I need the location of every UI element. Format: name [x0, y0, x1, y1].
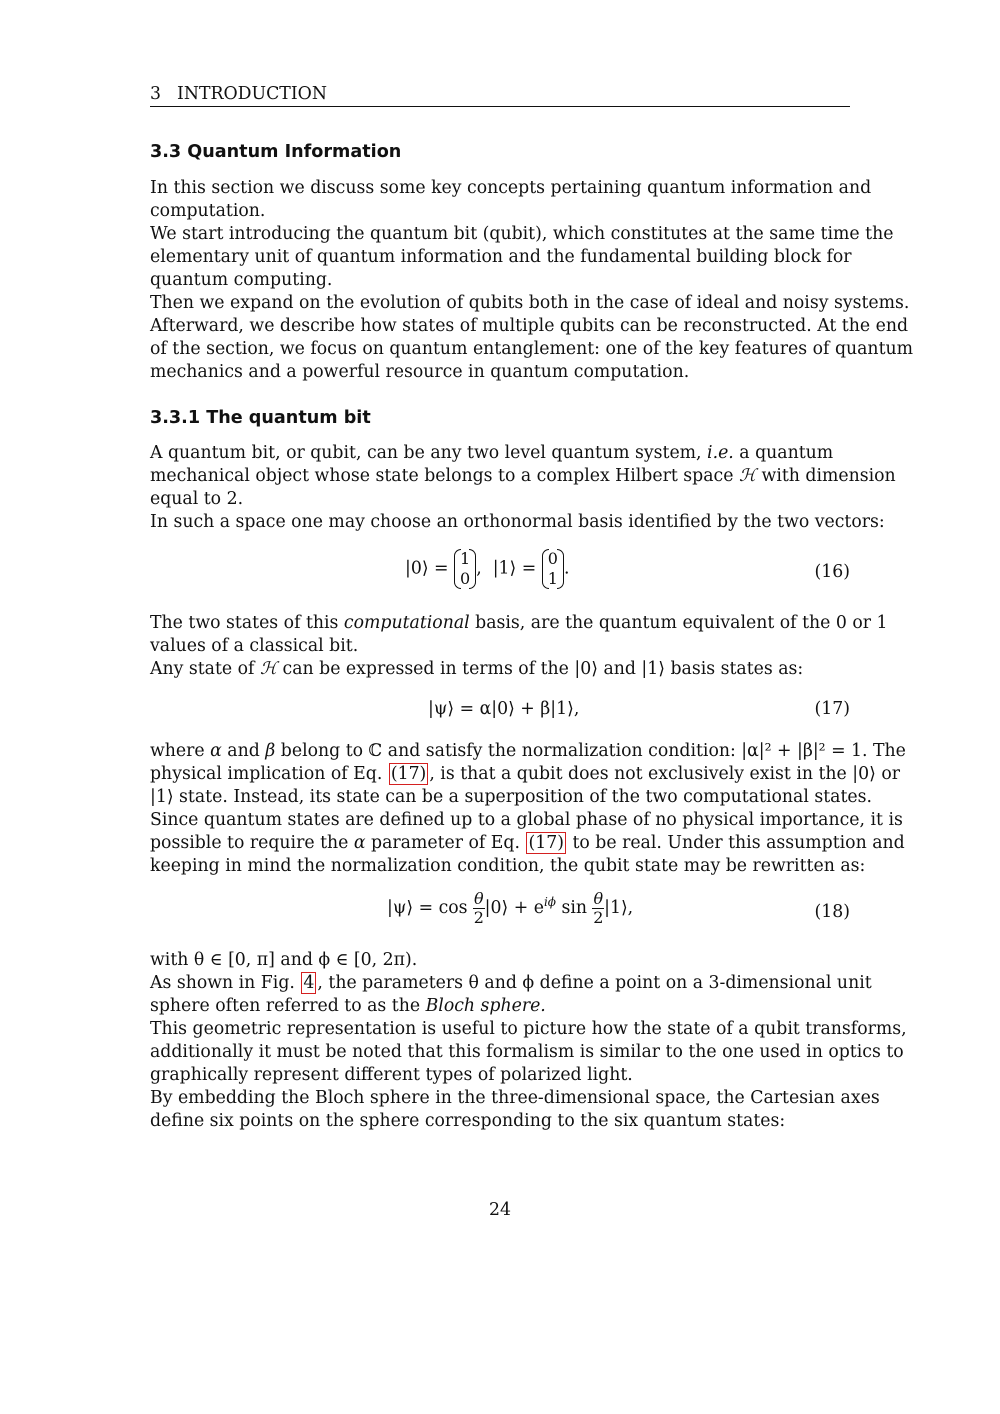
text-span: As shown in Fig. [150, 973, 301, 993]
intro-paragraph [150, 177, 914, 384]
math-symbol: β [265, 741, 276, 761]
computational-basis-paragraph [150, 612, 888, 681]
column-vector-one [542, 549, 564, 589]
text-line [150, 972, 872, 995]
text-line: equal to 2. [150, 489, 244, 509]
text-span: Any state of [150, 659, 260, 679]
fraction-denominator: 2 [593, 908, 604, 927]
column-vector-zero [454, 549, 476, 589]
text-span: possible to require the [150, 833, 354, 853]
fraction [592, 890, 604, 927]
text-line: We start introducing the quantum bit (qubit), which constitutes at the same time the [150, 224, 894, 244]
text-line: In this section we discuss some key concepts pertaining quantum information and [150, 178, 872, 198]
equation-18-body [387, 890, 633, 927]
equation-number: (16) [814, 562, 850, 582]
text-line: Afterward, we describe how states of multiple qubits can be reconstructed. At the end [150, 316, 909, 336]
equation-text: sin [555, 898, 593, 918]
text-line: elementary unit of quantum information and the fundamental building block for [150, 247, 852, 267]
exponent: iϕ [543, 895, 556, 910]
fraction-numerator: θ [593, 889, 604, 908]
text-line [150, 740, 906, 763]
text-span: and [221, 741, 266, 761]
text-span: belong to ℂ and satisfy the normalization condition: |α|² + |β|² = 1. The [275, 741, 906, 761]
section-heading: 3.3 Quantum Information [150, 142, 402, 162]
equation-text: |1⟩, [604, 898, 634, 918]
text-span: can be expressed in terms of the |0⟩ and |1⟩ basis states as: [277, 659, 804, 679]
text-line: of the section, we focus on quantum entanglement: one of the key features of quantum [150, 339, 914, 359]
text-line: quantum computing. [150, 270, 333, 290]
math-symbol: α [353, 833, 366, 853]
text-span: with dimension [756, 466, 896, 486]
hilbert-symbol: ℋ [738, 466, 757, 486]
text-line: Since quantum states are defined up to a global phase of no physical importance, it is [150, 810, 903, 830]
text-line: graphically represent different types of polarized light. [150, 1065, 633, 1085]
text-span: to be real. Under this assumption and [566, 833, 905, 853]
bloch-sphere-paragraph [150, 949, 907, 1133]
subsection-heading: 3.3.1 The quantum bit [150, 408, 371, 428]
header-chapter-title: INTRODUCTION [177, 84, 327, 104]
text-line: with θ ∈ [0, π] and ϕ ∈ [0, 2π). [150, 950, 418, 970]
text-line [150, 995, 850, 1018]
text-span: sphere often referred to as the [150, 996, 426, 1016]
page-number: 24 [489, 1200, 511, 1220]
text-line: keeping in mind the normalization condition, the qubit state may be rewritten as: [150, 856, 866, 876]
text-line: computation. [150, 201, 266, 221]
text-line [150, 832, 905, 855]
italic-span: computational [343, 613, 470, 633]
text-span: physical implication of Eq. [150, 764, 388, 784]
hilbert-symbol: ℋ [259, 659, 278, 679]
text-line [150, 763, 900, 786]
running-header [150, 82, 850, 107]
text-span: mechanical object whose state belongs to a complex Hilbert space [150, 466, 739, 486]
fraction-denominator: 2 [473, 908, 484, 927]
text-line: define six points on the sphere corresponding to the six quantum states: [150, 1111, 786, 1131]
equation-link[interactable]: (17) [528, 833, 564, 853]
text-span: a quantum [733, 443, 834, 463]
equation-16 [150, 549, 850, 599]
normalization-paragraph [150, 740, 906, 878]
text-span: basis, are the quantum equivalent of the 0 or 1 [469, 613, 888, 633]
vector-entry: 0 [547, 549, 558, 568]
equation-text: |ψ⟩ = cos [387, 898, 474, 918]
italic-span: Bloch sphere. [425, 996, 546, 1016]
text-line [150, 465, 896, 488]
equation-number: (18) [814, 902, 850, 922]
text-line: In such a space one may choose an orthonormal basis identified by the two vectors: [150, 512, 885, 532]
vector-entry: 1 [547, 569, 558, 588]
text-line [150, 442, 850, 465]
equation-18 [150, 890, 850, 938]
text-line: By embedding the Bloch sphere in the three-dimensional space, the Cartesian axes [150, 1088, 880, 1108]
equation-16-body [405, 549, 569, 589]
ket-zero-label: |0⟩ = [405, 558, 449, 579]
text-line: This geometric representation is useful to picture how the state of a qubit transforms, [150, 1019, 907, 1039]
text-line: mechanics and a powerful resource in quantum computation. [150, 362, 690, 382]
text-span: , is that a qubit does not exclusively exist in the |0⟩ or [429, 764, 900, 784]
vector-entry: 1 [460, 549, 471, 568]
text-span: where [150, 741, 211, 761]
equation-17-body: |ψ⟩ = α|0⟩ + β|1⟩, [428, 699, 580, 719]
vector-entry: 0 [460, 569, 471, 588]
equation-period: . [563, 558, 570, 579]
figure-link[interactable]: 4 [303, 973, 315, 993]
equation-number: (17) [814, 699, 850, 719]
header-chapter-number: 3 [150, 84, 161, 104]
text-line [150, 612, 888, 635]
math-symbol: α [210, 741, 222, 761]
text-span: The two states of this [150, 613, 344, 633]
fraction-numerator: θ [474, 889, 484, 908]
text-span: parameter of Eq. [365, 833, 526, 853]
qubit-paragraph [150, 442, 896, 534]
ket-one-label: , |1⟩ = [476, 558, 537, 579]
text-line: additionally it must be noted that this formalism is similar to the one used in optics to [150, 1042, 904, 1062]
text-span: , the parameters θ and ϕ define a point on a 3-dimensional unit [317, 973, 872, 993]
fraction [473, 890, 485, 927]
italic-span: i.e. [707, 443, 734, 463]
text-line: values of a classical bit. [150, 636, 359, 656]
text-line: |1⟩ state. Instead, its state can be a superposition of the two computational states. [150, 787, 872, 807]
text-line: Then we expand on the evolution of qubits both in the case of ideal and noisy systems. [150, 293, 910, 313]
text-span: A quantum bit, or qubit, can be any two level quantum system, [150, 443, 708, 463]
equation-text: |0⟩ + e [484, 898, 544, 918]
text-line [150, 658, 850, 681]
equation-link[interactable]: (17) [390, 764, 427, 784]
